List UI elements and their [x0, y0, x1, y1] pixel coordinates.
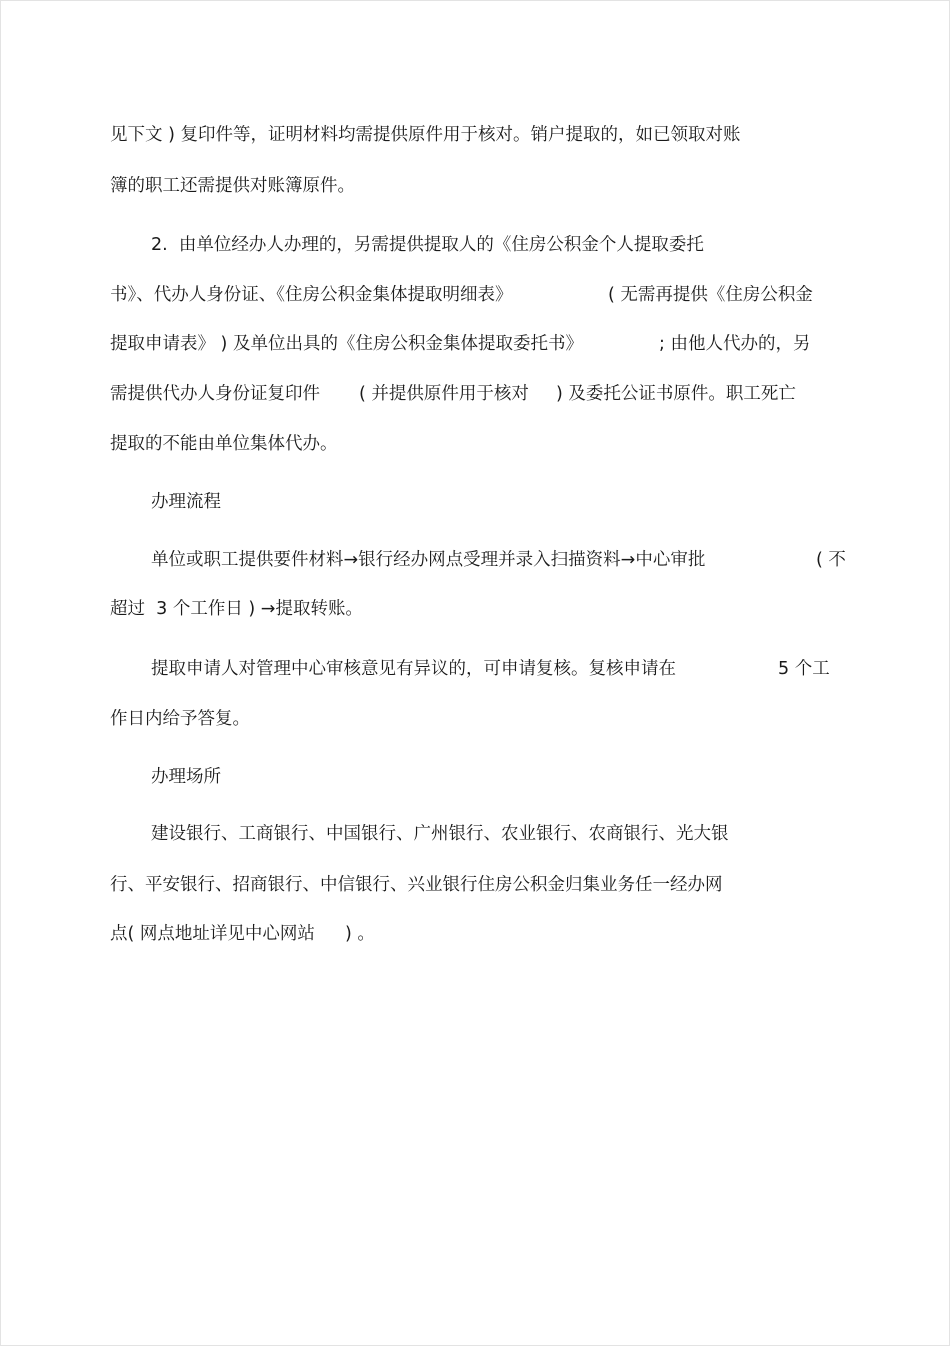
text-line: 书》、代办人身份证、《住房公积金集体提取明细表》: [110, 285, 513, 305]
text-line: 提取的不能由单位集体代办。: [110, 434, 338, 454]
text-line: 建设银行、工商银行、中国银行、广州银行、农业银行、农商银行、光大银: [151, 824, 729, 844]
section-heading: 办理场所: [151, 767, 221, 787]
text-line: 超过 3 个工作日 ) →提取转账。: [110, 599, 363, 619]
text-line: ( 无需再提供《住房公积金: [608, 285, 813, 305]
text-line: 见下文 ) 复印件等，证明材料均需提供原件用于核对。销户提取的，如已领取对账: [110, 125, 741, 145]
text-line: ; 由他人代办的，另: [659, 334, 811, 354]
text-line: 作日内给予答复。: [110, 709, 250, 729]
section-heading: 办理流程: [151, 492, 221, 512]
text-line: ) 。: [345, 924, 375, 944]
text-line: ( 不: [816, 550, 846, 570]
text-line: 行、平安银行、招商银行、中信银行、兴业银行住房公积金归集业务任一经办网: [110, 875, 723, 895]
text-line: ( 并提供原件用于核对: [359, 384, 529, 404]
text-line: 单位或职工提供要件材料→银行经办网点受理并录入扫描资料→中心审批: [151, 550, 706, 570]
text-line: 需提供代办人身份证复印件: [110, 384, 320, 404]
text-line: 2. 由单位经办人办理的，另需提供提取人的《住房公积金个人提取委托: [151, 235, 704, 255]
text-line: 点( 网点地址详见中心网站: [110, 924, 315, 944]
text-line: 5 个工: [778, 659, 830, 679]
text-line: 提取申请人对管理中心审核意见有异议的，可申请复核。复核申请在: [151, 659, 676, 679]
text-line: 提取申请表》 ) 及单位出具的《住房公积金集体提取委托书》: [110, 334, 583, 354]
text-line: 簿的职工还需提供对账簿原件。: [110, 176, 355, 196]
text-line: ) 及委托公证书原件。职工死亡: [556, 384, 796, 404]
